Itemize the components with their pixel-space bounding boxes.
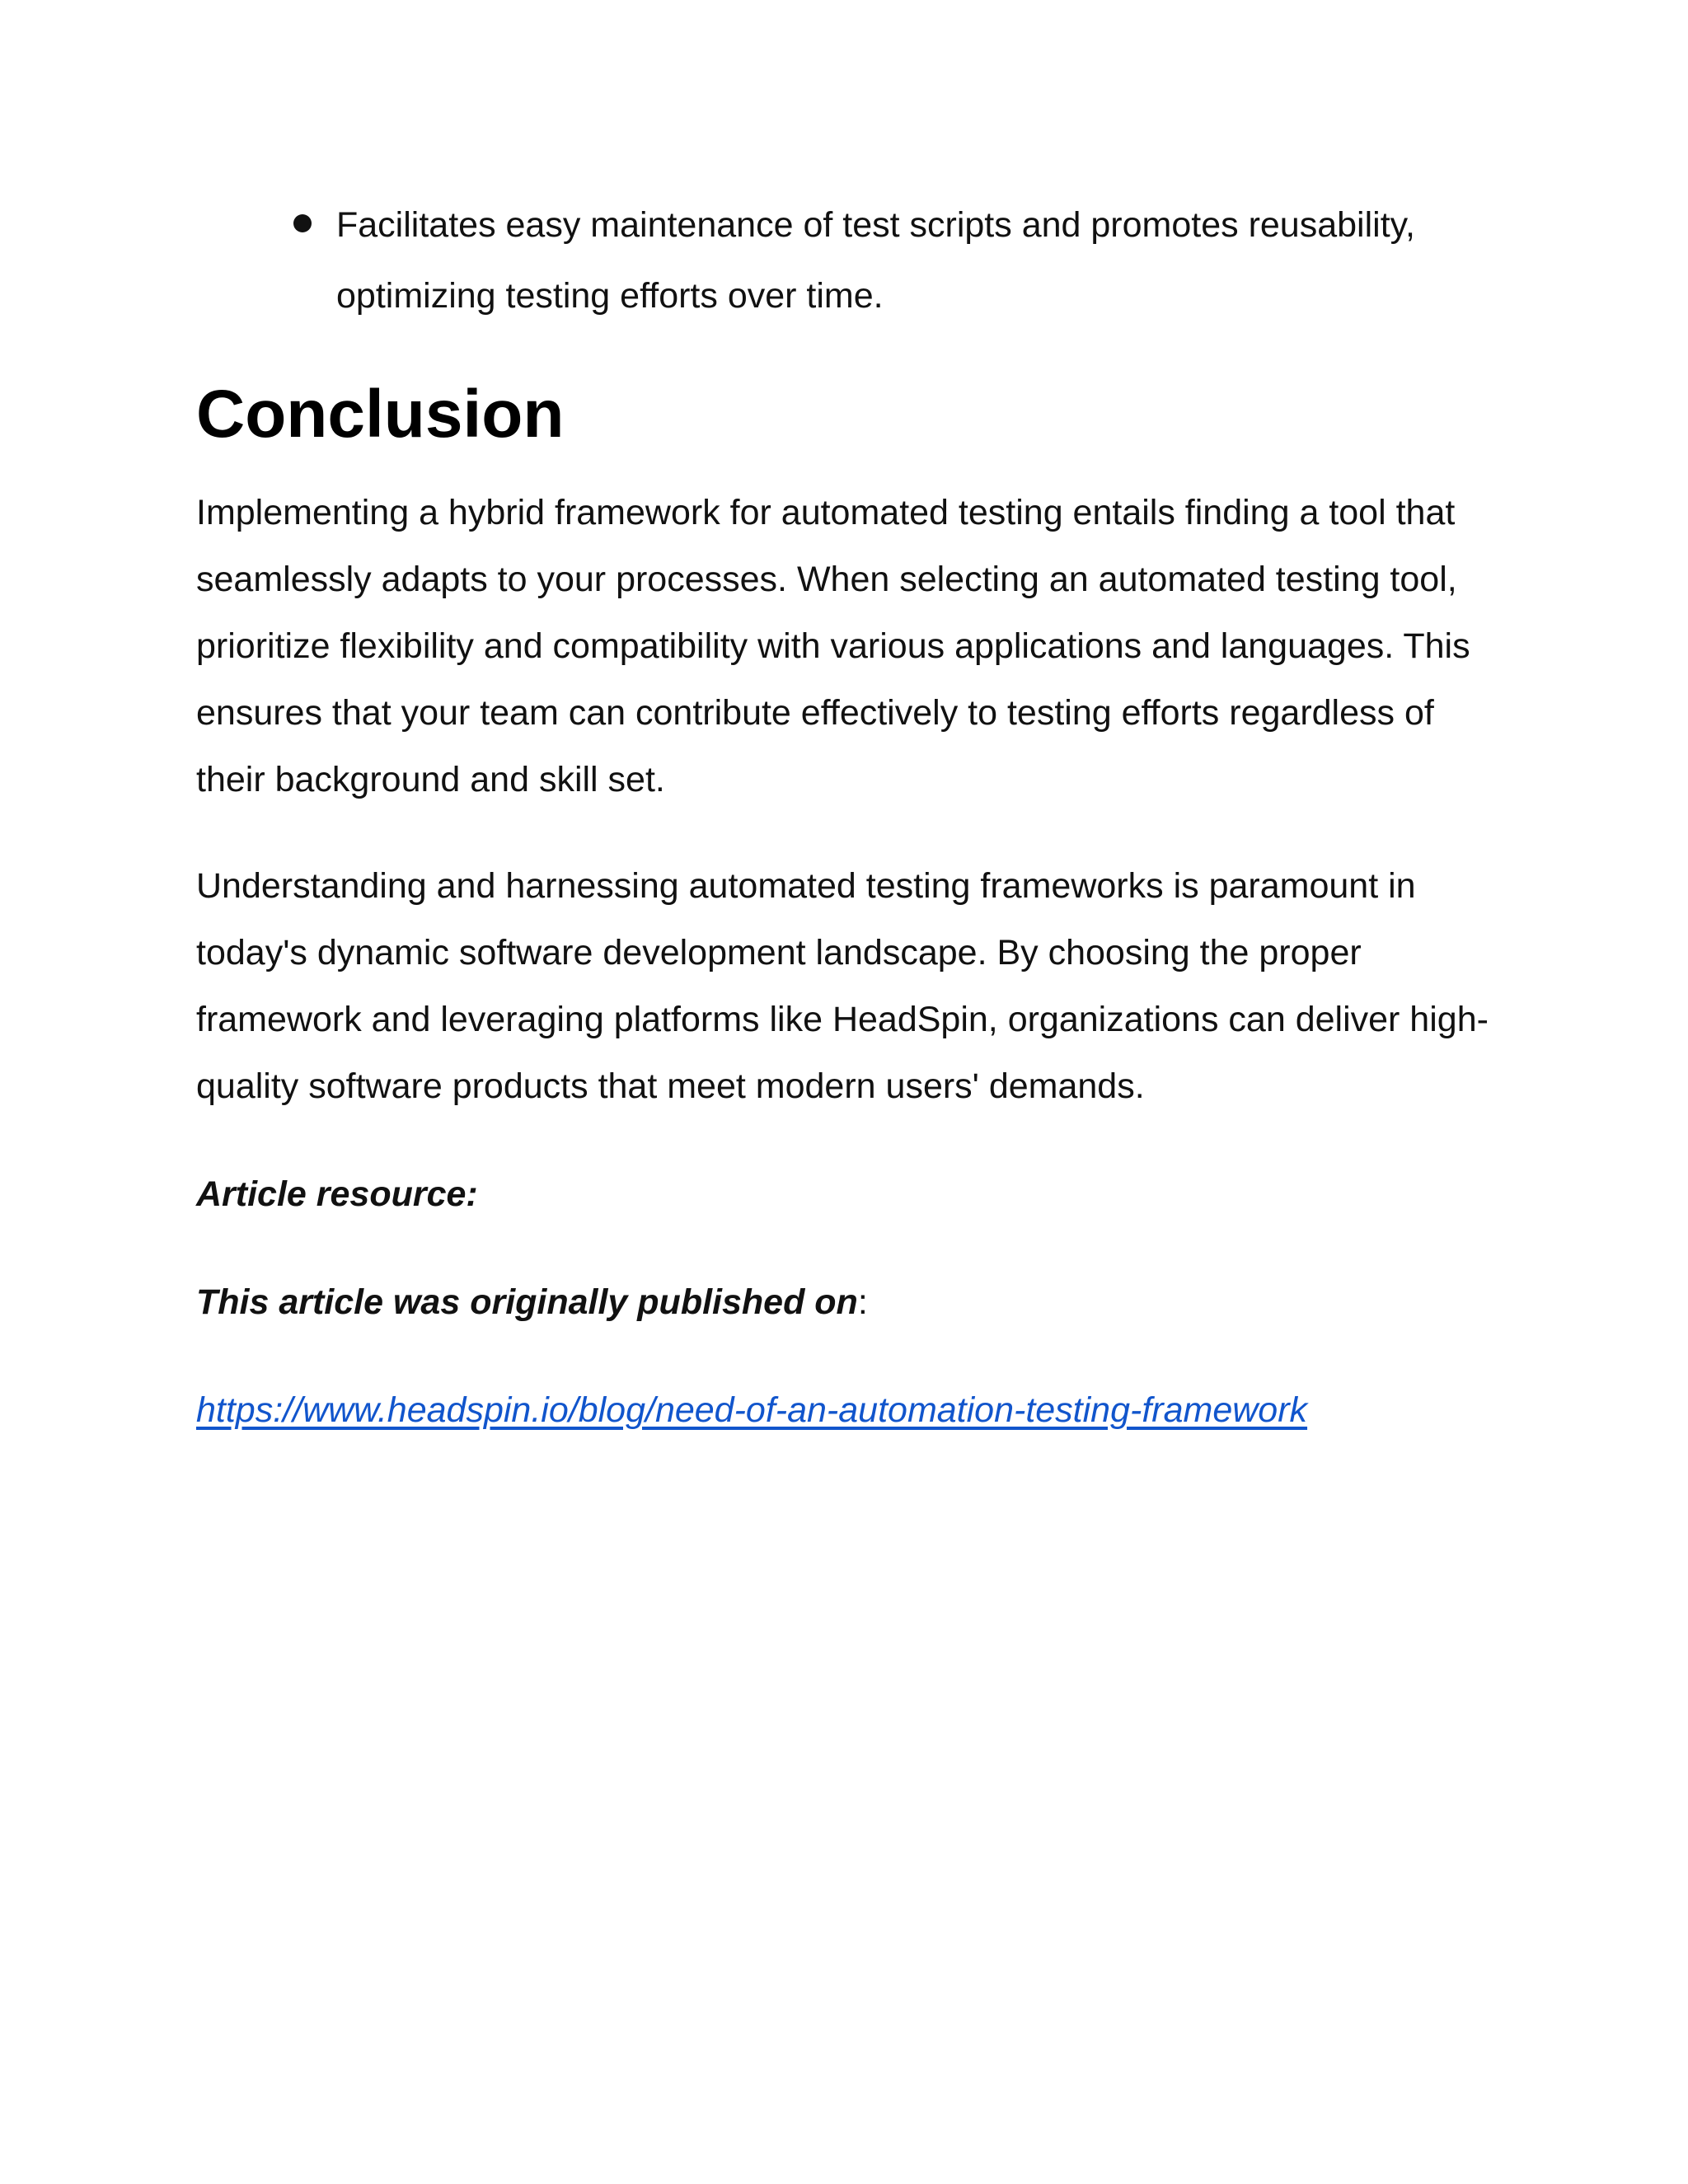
article-resource-label: Article resource: [196,1174,478,1214]
paragraph-implementing: Implementing a hybrid framework for automated testing entails finding a tool that seamlessly adapts to your processes. When selecting an automated testing tool, prioritize flexibility and compatibility with various applications and languages. This ensures that your team can contribute effectively to testing efforts regardless of their background and skill set. [196,493,1470,799]
published-colon: : [857,1282,868,1322]
published-label: This article was originally published on [196,1282,858,1322]
bullet-list [196,190,1498,331]
bullet-dot-icon [293,214,312,232]
paragraph-understanding: Understanding and harnessing automated testing frameworks is paramount in today's dynamic software development landscape. By choosing the proper framework and leveraging platforms like HeadSpin, organizations can deliver high-quality software products that meet modern users' demands. [196,866,1489,1106]
published-line [196,1269,1498,1336]
section-heading: Conclusion [196,377,565,452]
bullet-text: Facilitates easy maintenance of test scripts and promotes reusability, optimizing testing efforts over time. [336,205,1415,316]
source-link[interactable]: https://www.headspin.io/blog/need-of-an-automation-testing-framework [196,1390,1308,1430]
link-line [196,1377,1498,1444]
document-content [196,190,1498,1444]
bullet-item [196,190,1498,331]
